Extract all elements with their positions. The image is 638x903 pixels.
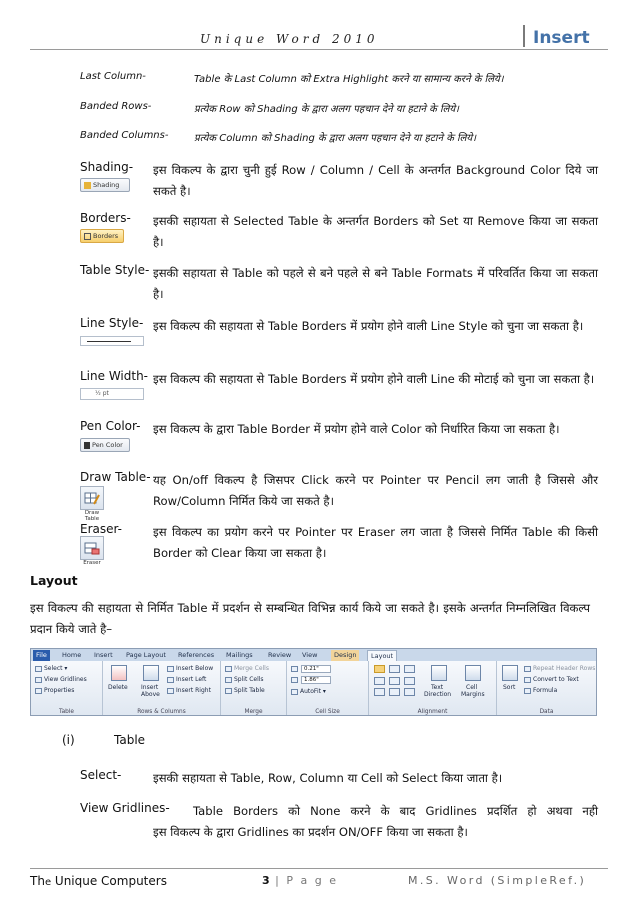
pen-color-item — [80, 419, 600, 463]
icon-label: Pen Color — [92, 441, 123, 449]
borders-icon[interactable] — [80, 229, 124, 243]
group-rows-columns — [103, 661, 221, 716]
page-header — [0, 0, 638, 50]
command-label: AutoFit — [300, 688, 321, 695]
group-data — [497, 661, 596, 716]
draw-table-icon[interactable] — [80, 486, 104, 522]
item-desc: इस विकल्प की सहायता से Table Borders में प्रयोग होने वाली Line की मोटाई को चुना जा सकता है। — [153, 372, 595, 386]
command-label: Insert Left — [176, 676, 207, 683]
insert-below-command[interactable] — [167, 665, 213, 672]
footer-doc-ref: M.S. Word (SimpleRef.) — [408, 874, 587, 887]
insert-below-icon — [167, 666, 174, 672]
footer-rule — [30, 868, 608, 869]
sub-section-title: Table — [114, 733, 146, 747]
layout-paragraph: इस विकल्प की सहायता से निर्मित Table में प्रदर्शन से सम्बन्धित विभिन्न कार्य किये जा सकते है। इसके अन्तर्गत निम्नलिखित विकल्प प्रदान किये जाते है– — [30, 601, 590, 636]
item-desc-line2: इस विकल्प के द्वारा Gridlines का प्रदर्शन ON/OFF किया जा सकता है। — [153, 825, 468, 839]
line-width-icon[interactable] — [80, 388, 144, 400]
group-merge — [221, 661, 287, 716]
command-label: Formula — [533, 687, 558, 694]
command-label: Insert — [141, 684, 159, 691]
icon-label: Eraser — [83, 560, 101, 566]
item-term: Shading- — [80, 160, 134, 174]
item-desc-line1: Table Borders को None करने के बाद Gridlines प्रदर्शित हो अथवा नही — [193, 804, 598, 818]
merge-cells-command[interactable] — [225, 665, 269, 672]
footer-company-sub: e — [44, 877, 52, 888]
command-label: Above — [141, 691, 160, 698]
command-label: Insert Below — [176, 665, 214, 672]
command-label: Sort — [503, 684, 516, 691]
item-desc: इसकी सहायता से Table को पहले से बने पहले से बने Table Formats में परिवर्तित किया जा सकता है। — [153, 266, 598, 301]
tab-insert[interactable]: Insert — [94, 651, 113, 659]
header-rule — [30, 49, 608, 50]
select-item — [80, 768, 600, 792]
command-label: Convert to Text — [533, 676, 579, 683]
formula-command[interactable] — [524, 687, 557, 694]
insert-right-command[interactable] — [167, 687, 211, 694]
group-alignment — [369, 661, 497, 716]
row-term: Banded Rows- — [80, 101, 152, 112]
row-term: Last Column- — [80, 71, 146, 82]
footer-page — [262, 874, 338, 887]
command-label: Cell — [466, 684, 478, 691]
footer-company-initial: Th — [30, 874, 45, 888]
text-direction-command[interactable] — [431, 684, 443, 691]
autofit-command[interactable]: AutoFit ▾ — [291, 688, 326, 695]
cell-margins-command[interactable] — [466, 684, 477, 691]
layout-ribbon — [30, 648, 597, 716]
item-term: Line Style- — [80, 316, 144, 330]
page-number: 3 — [262, 874, 270, 887]
convert-to-text-command[interactable] — [524, 676, 579, 683]
align-grid[interactable] — [374, 665, 418, 697]
formula-icon — [524, 688, 531, 694]
split-cells-icon — [225, 677, 232, 683]
icon-label: ½ pt — [80, 388, 144, 400]
item-term: Line Width- — [80, 369, 149, 383]
sub-section-number: (i) — [62, 733, 75, 747]
merge-cells-icon — [225, 666, 232, 672]
group-label: Data — [539, 709, 554, 715]
pen-color-icon[interactable] — [80, 438, 130, 452]
delete-command[interactable] — [108, 684, 128, 691]
split-table-icon — [225, 688, 232, 694]
header-section: Insert — [533, 28, 590, 48]
item-desc: इस विकल्प की सहायता से Table Borders में प्रयोग होने वाली Line Style को चुना जा सकता है। — [153, 319, 584, 333]
footer-company-rest: Unique Computers — [51, 874, 167, 888]
tab-home[interactable]: Home — [62, 651, 82, 659]
view-gridlines-command[interactable] — [35, 676, 87, 683]
sort-command[interactable] — [503, 684, 515, 691]
insert-left-command[interactable] — [167, 676, 206, 683]
column-width-icon — [291, 677, 298, 683]
command-label: Split Cells — [234, 676, 264, 683]
properties-icon — [35, 688, 42, 694]
item-term: Select- — [80, 768, 122, 782]
autofit-icon — [291, 689, 298, 695]
insert-left-icon — [167, 677, 174, 683]
insert-above-command[interactable] — [141, 684, 158, 691]
group-label: Rows & Columns — [137, 709, 186, 715]
row-desc: Table के Last Column को Extra Highlight करने या सामान्य करने के लिये। — [194, 74, 504, 85]
group-label: Alignment — [417, 709, 448, 715]
eraser-icon[interactable] — [80, 536, 104, 566]
item-term: View Gridlines- — [80, 801, 170, 815]
tab-page-layout[interactable]: Page Layout — [126, 651, 166, 659]
repeat-header-icon — [524, 666, 531, 672]
gridlines-icon — [35, 677, 42, 683]
item-desc: इसकी सहायता से Table, Row, Column या Cell को Select किया जाता है। — [153, 771, 503, 785]
delete-icon[interactable] — [111, 665, 127, 681]
repeat-header-command[interactable] — [524, 665, 595, 672]
group-label: Table — [59, 709, 74, 715]
text-direction-icon[interactable] — [431, 665, 447, 681]
insert-above-command-line2[interactable] — [141, 691, 160, 698]
insert-above-icon[interactable] — [143, 665, 159, 681]
tab-view[interactable]: View — [302, 651, 318, 659]
ribbon-body — [31, 661, 596, 716]
command-label: Merge Cells — [234, 665, 269, 672]
icon-label: Borders — [93, 232, 119, 240]
select-command[interactable]: Select ▾ — [35, 665, 67, 672]
command-label: Split Table — [234, 687, 265, 694]
item-term: Draw Table- — [80, 470, 151, 484]
text-direction-command-line2[interactable] — [424, 691, 451, 698]
cell-margins-icon[interactable] — [465, 665, 481, 681]
group-label: Merge — [244, 709, 263, 715]
row-height-field[interactable]: 0.21" — [301, 665, 331, 673]
sort-icon[interactable] — [502, 665, 518, 681]
line-style-icon[interactable] — [80, 336, 144, 346]
row-height-icon — [291, 666, 298, 672]
header-title: Unique Word 2010 — [200, 32, 379, 46]
command-label: Properties — [44, 687, 75, 694]
command-label: Select — [44, 665, 63, 672]
item-term: Pen Color- — [80, 419, 141, 433]
group-table — [31, 661, 103, 716]
command-label: View Gridlines — [44, 676, 87, 683]
item-term: Eraser- — [80, 522, 122, 536]
footer-company — [30, 874, 167, 888]
line-style-item — [80, 316, 600, 360]
split-table-command[interactable] — [225, 687, 265, 694]
tab-layout[interactable]: Layout — [367, 650, 397, 661]
icon-label: Draw Table — [84, 510, 100, 522]
split-cells-command[interactable] — [225, 676, 264, 683]
item-desc: इसकी सहायता से Selected Table के अन्तर्गत Borders को Set या Remove किया जा सकता है। — [153, 214, 598, 249]
layout-heading: Layout — [30, 573, 78, 588]
item-desc: इस विकल्प के द्वारा चुनी हुई Row / Column / Cell के अन्तर्गत Background Color दिये जा सकते है। — [153, 163, 598, 198]
page-word: | P a g e — [269, 874, 338, 887]
eraser-item — [80, 522, 600, 566]
row-desc: प्रत्येक Row को Shading के द्वारा अलग पहचान देने या हटाने के लिये। — [194, 104, 459, 115]
group-label: Cell Size — [315, 709, 340, 715]
item-desc: यह On/off विकल्प है जिसपर Click करने पर Pointer पर Pencil लग जाती है जिससे और Row/Column निर्मित किये जा सकते है। — [153, 473, 598, 508]
item-term: Table Style- — [80, 263, 150, 277]
item-desc: इस विकल्प के द्वारा Table Border में प्रयोग होने वाले Color को निर्धारित किया जा सकता है। — [153, 422, 560, 436]
command-label: Repeat Header Rows — [533, 665, 596, 672]
command-label: Direction — [424, 691, 452, 698]
properties-command[interactable] — [35, 687, 74, 694]
command-label: Insert Right — [176, 687, 211, 694]
tab-references[interactable]: References — [178, 651, 215, 659]
command-label: Margins — [461, 691, 485, 698]
insert-right-icon — [167, 688, 174, 694]
shading-icon[interactable] — [80, 178, 130, 192]
select-icon — [35, 666, 42, 672]
tab-review[interactable]: Review — [268, 651, 292, 659]
tab-design[interactable]: Design — [331, 650, 359, 661]
row-term: Banded Columns- — [80, 130, 169, 141]
header-divider — [523, 25, 525, 47]
draw-table-item — [80, 470, 600, 522]
item-term: Borders- — [80, 211, 131, 225]
tab-mailings[interactable]: Mailings — [226, 651, 253, 659]
group-cell-size — [287, 661, 369, 716]
command-label: Delete — [108, 684, 128, 691]
shading-item — [80, 160, 600, 204]
column-width-field[interactable]: 1.86" — [301, 676, 331, 684]
borders-item — [80, 211, 600, 255]
line-width-item — [80, 369, 600, 413]
table-style-item — [80, 263, 600, 307]
icon-label: Shading — [93, 181, 120, 189]
tab-file[interactable]: File — [33, 650, 50, 661]
ribbon-tab-bar — [31, 649, 596, 661]
row-desc: प्रत्येक Column को Shading के द्वारा अलग पहचान देने या हटाने के लिये। — [194, 133, 477, 144]
command-label: Text — [431, 684, 444, 691]
item-desc: इस विकल्प का प्रयोग करने पर Pointer पर Eraser लग जाता है जिससे निर्मित Table की किसी Border को Clear किया जा सकता है। — [153, 525, 598, 560]
view-gridlines-item — [80, 801, 600, 847]
cell-margins-command-line2[interactable] — [461, 691, 485, 698]
convert-icon — [524, 677, 531, 683]
